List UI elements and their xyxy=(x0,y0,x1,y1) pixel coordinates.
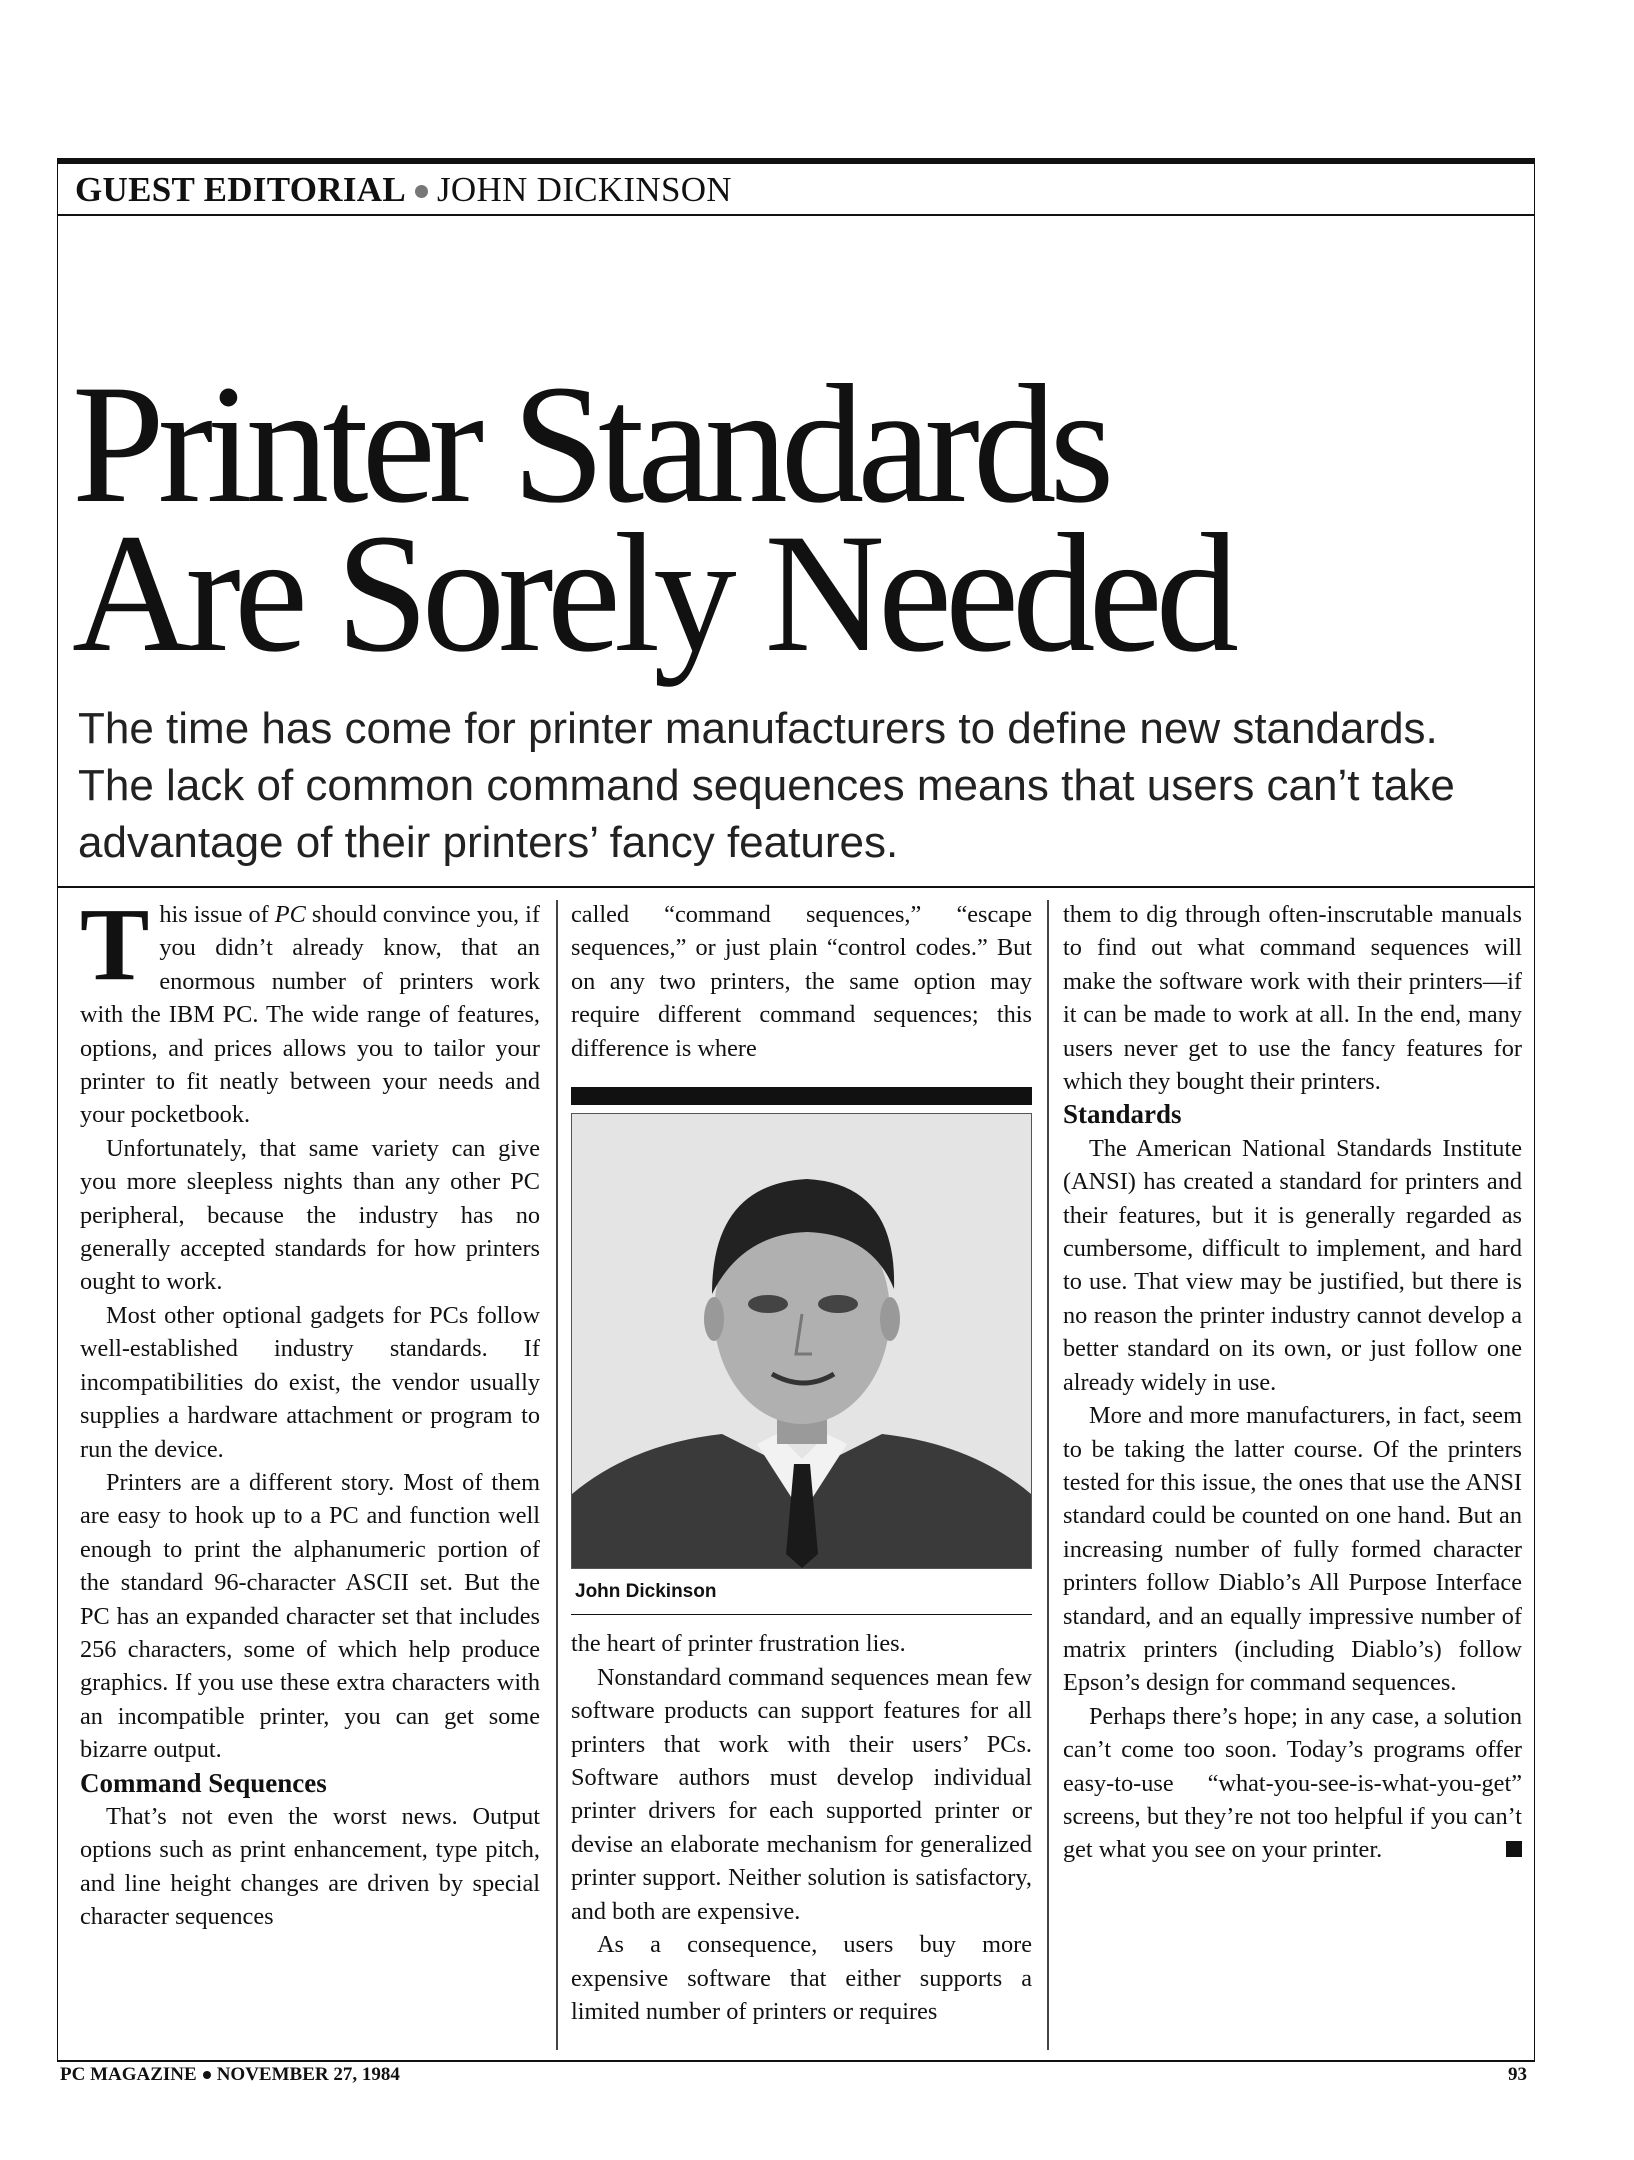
text-run: Perhaps there’s hope; in any case, a solution can’t come too soon. Today’s programs offer easy-to-use “what-you-see-is-what-you-get” screens, but they’re not too helpful if you can’t get what you see on your printer. xyxy=(1063,1702,1522,1864)
deck-rule xyxy=(58,886,1534,888)
headline-line-1: Printer Standards xyxy=(72,350,1108,538)
footer xyxy=(60,2064,400,2086)
issue-date: NOVEMBER 27, 1984 xyxy=(216,2064,400,2085)
paragraph: called “command sequences,” “escape sequences,” or just plain “control codes.” But on any two printers, the same option may require different command sequences; this difference is where xyxy=(571,901,1032,1062)
paragraph: As a consequence, users buy more expensive software that either supports a limited number of printers or requires xyxy=(571,1931,1032,2025)
subhead: Command Sequences xyxy=(80,1767,327,1798)
kicker-rule xyxy=(58,214,1534,216)
magazine-name: PC MAGAZINE xyxy=(60,2064,197,2085)
paragraph: That’s not even the worst news. Output options such as print enhancement, type pitch, and line height changes are driven by special character sequences xyxy=(80,1802,540,1931)
paragraph: Most other optional gadgets for PCs follow well-established industry standards. If incompatibilities do exist, the vendor usually supplies a hardware attachment or program to run the device. xyxy=(80,1301,540,1463)
paragraph: The American National Standards Institute (ANSI) has created a standard for printers and their features, but it is generally regarded as cumbersome, difficult to implement, and hard to use. That view may be justified, but there is no reason the printer industry cannot develop a better standard on its own, or just follow one already widely in use. xyxy=(1063,1134,1522,1396)
end-mark-icon xyxy=(1506,1841,1522,1857)
text-run: should convince you, if you didn’t already know, that an enormous number of printers work with the IBM PC. The wide range of features, options, and prices allows you to tailor your printer to fit neatly between your needs and your pocketbook. xyxy=(80,901,541,1129)
top-rule xyxy=(57,158,1535,164)
footer-rule xyxy=(58,2060,1534,2062)
author-byline: JOHN DICKINSON xyxy=(436,170,732,209)
column-1 xyxy=(80,887,541,1934)
drop-cap: T xyxy=(80,887,150,1002)
section-kicker xyxy=(75,170,732,210)
paragraph xyxy=(80,887,541,1132)
italic-text: PC xyxy=(274,901,306,928)
section-label: GUEST EDITORIAL xyxy=(75,170,406,209)
paragraph: More and more manufacturers, in fact, seem to be taking the latter course. Of the printers tested for this issue, the ones that use the ANSI standard could be counted on one hand. But an increasing number of fully formed character printers follow Diablo’s All Purpose Interface standard, and an equally impressive number of matrix printers (including Diablo’s) follow Epson’s design for command sequences. xyxy=(1063,1402,1522,1697)
photo-caption: John Dickinson xyxy=(571,1569,1032,1615)
paragraph: Printers are a different story. Most of them are easy to hook up to a PC and function well enough to print the alphanumeric portion of the standard 96-character ASCII set. But the PC has an expanded character set that includes 256 characters, some of which help produce graphics. If you use these extra characters with an incompatible printer, you can get some bizarre output. xyxy=(80,1468,540,1764)
column-divider-2 xyxy=(1047,900,1049,2050)
paragraph xyxy=(1063,1700,1522,1867)
text-run: his issue of xyxy=(159,901,275,928)
photo-bar xyxy=(571,1087,1032,1105)
paragraph: them to dig through often-inscrutable manuals to find out what command sequences will make the software work with their printers—if it can be made to work at all. In the end, many users never get to use the fancy features for which they bought their printers. xyxy=(1063,901,1522,1096)
paragraph: Nonstandard command sequences mean few software products can support features for all printers that work with their users’ PCs. Software authors must develop individual printer drivers for each supported printer or devise an elaborate mechanism for generalized printer support. Neither solution is satisfactory, and both are expensive. xyxy=(571,1663,1032,1925)
column-divider-1 xyxy=(556,900,558,2050)
subhead: Standards xyxy=(1063,1099,1182,1130)
column-3 xyxy=(1063,898,1522,1867)
author-photo xyxy=(571,1113,1032,1569)
column-2 xyxy=(571,898,1032,2028)
bullet-icon xyxy=(415,185,428,198)
deck: The time has come for printer manufacturers to define new standards. The lack of common command sequences means that users can’t take advantage of their printers’ fancy features. xyxy=(78,704,1455,867)
page-number: 93 xyxy=(1508,2064,1527,2085)
paragraph: Unfortunately, that same variety can give you more sleepless nights than any other PC peripheral, because the industry has no generally accepted standards for how printers ought to work. xyxy=(80,1134,540,1296)
paragraph: the heart of printer frustration lies. xyxy=(571,1630,906,1658)
headline-line-2: Are Sorely Needed xyxy=(72,499,1233,687)
bullet-icon xyxy=(203,2071,211,2079)
portrait-image xyxy=(572,1114,1031,1568)
headline xyxy=(72,350,1233,687)
